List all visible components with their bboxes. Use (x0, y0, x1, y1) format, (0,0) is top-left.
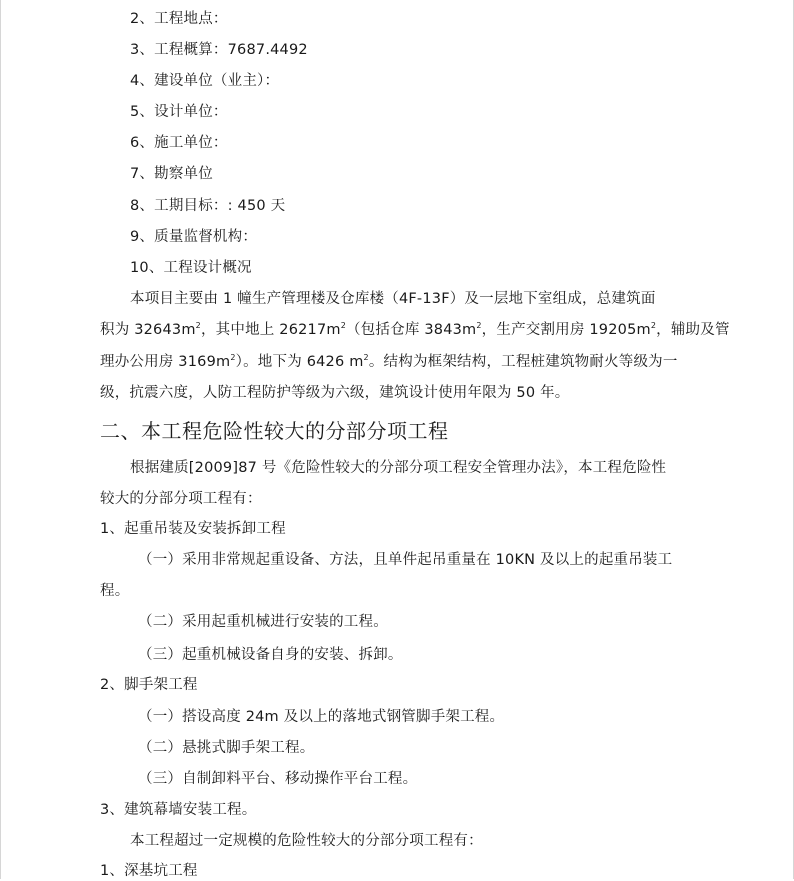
info-item-schedule: 8、工期目标：: 450 天 (130, 198, 286, 214)
overview-line-2: 积为 $32643m^2$，其中地上 $26217m^2$（包括仓库 $3843m^2$，生产交割用房 $19205m^2$，辅助及管 (100, 321, 730, 338)
category-1-item-2: （二）采用起重机械进行安装的工程。 (138, 614, 388, 630)
category-1-item-1-line-1: （一）采用非常规起重设备、方法，且单件起吊重量在 10KN 及以上的起重吊装工 (138, 552, 673, 568)
category-1-item-1-line-2: 程。 (100, 583, 130, 599)
category-1-item-3: （三）起重机械设备自身的安装、拆卸。 (138, 647, 403, 663)
beyond-scale-category-1: 1、深基坑工程 (100, 863, 198, 879)
info-item-designer: 5、设计单位： (130, 104, 228, 120)
overview-line-1: 本项目主要由 1 幢生产管理楼及仓库楼（4F-13F）及一层地下室组成，总建筑面 (130, 291, 656, 307)
category-2-title: 2、脚手架工程 (100, 677, 198, 693)
intro-line-2: 较大的分部分项工程有： (100, 491, 262, 507)
category-2-item-1: （一）搭设高度 24m 及以上的落地式钢管脚手架工程。 (138, 709, 505, 725)
category-3-title: 3、建筑幕墙安装工程。 (100, 802, 257, 818)
category-2-item-2: （二）悬挑式脚手架工程。 (138, 740, 315, 756)
info-item-contractor: 6、施工单位： (130, 135, 228, 151)
info-item-owner: 4、建设单位（业主）： (130, 73, 280, 89)
info-item-supervision: 9、质量监督机构： (130, 229, 258, 245)
info-item-survey: 7、勘察单位 (130, 166, 213, 182)
beyond-scale-intro: 本工程超过一定规模的危险性较大的分部分项工程有： (130, 833, 483, 849)
info-item-design-overview: 10、工程设计概况 (130, 260, 252, 276)
info-item-budget: 3、工程概算：7687.4492 (130, 42, 308, 58)
overview-line-4: 级，抗震六度，人防工程防护等级为六级，建筑设计使用年限为 50 年。 (100, 385, 570, 401)
overview-line-3: 理办公用房 $3169m^2$）。地下为 6426 $m^2$。结构为框架结构，工程桩建筑物耐火等级为一 (100, 353, 678, 370)
section-heading: 二、本工程危险性较大的分部分项工程 (100, 419, 449, 443)
category-1-title: 1、起重吊装及安装拆卸工程 (100, 521, 286, 537)
info-item-location: 2、工程地点： (130, 11, 228, 27)
intro-line-1: 根据建质[2009]87 号《危险性较大的分部分项工程安全管理办法》，本工程危险性 (130, 460, 667, 476)
category-2-item-3: （三）自制卸料平台、移动操作平台工程。 (138, 771, 418, 787)
